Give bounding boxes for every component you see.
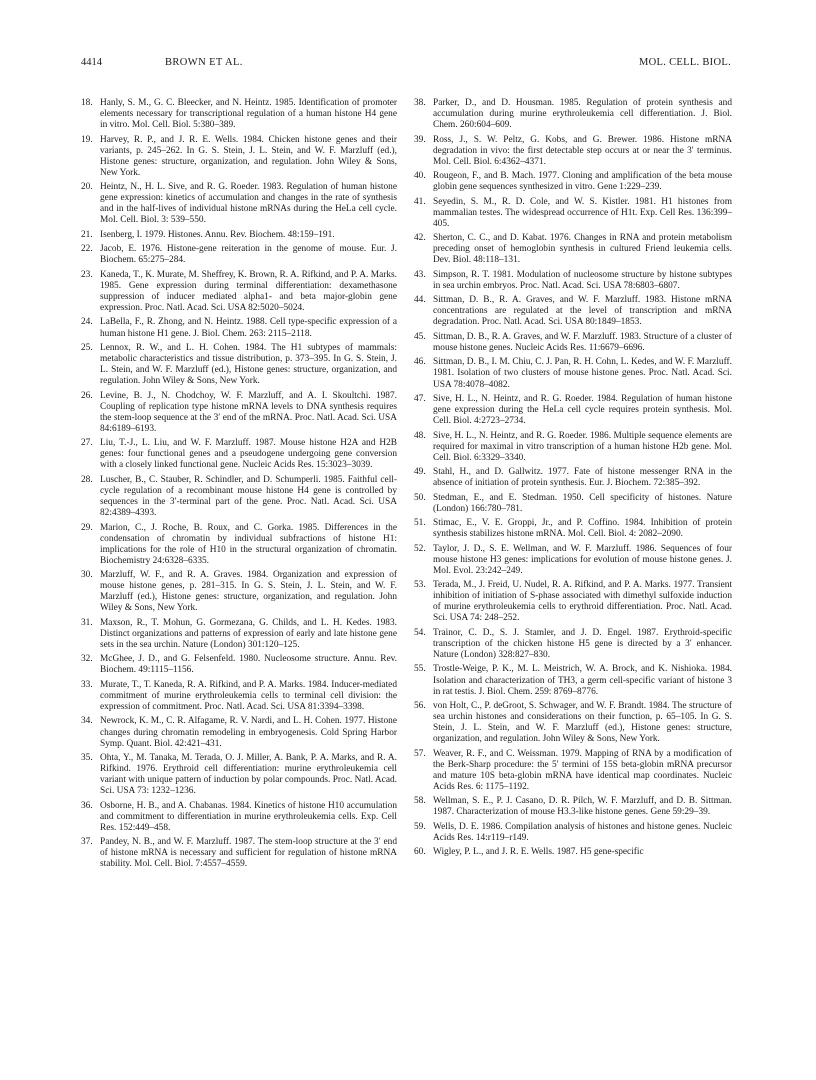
- reference-number: 36.: [81, 800, 93, 811]
- reference-entry: [414, 171, 732, 193]
- reference-text: Taylor, J. D., S. E. Wellman, and W. F. Marzluff. 1986. Sequences of four mouse histone H3 genes: implications for evolution of mouse histone genes. J. Mol. Evol. 23:242–249.: [433, 543, 732, 576]
- reference-text: Sittman, D. B., I. M. Chiu, C. J. Pan, R. H. Cohn, L. Kedes, and W. F. Marzluff. 1981. Isolation of two clusters of mouse histone genes. Proc. Natl. Acad. Sci. USA 78:4078–4082.: [433, 357, 732, 390]
- reference-number: 34.: [81, 716, 93, 727]
- reference-entry: [81, 837, 397, 870]
- reference-number: 23.: [81, 269, 93, 280]
- reference-number: 42.: [414, 233, 426, 244]
- reference-number: 29.: [81, 522, 93, 533]
- reference-entry: [414, 197, 732, 230]
- reference-number: 47.: [414, 393, 426, 404]
- reference-entry: [81, 317, 397, 339]
- reference-number: 25.: [81, 342, 93, 353]
- reference-text: Murate, T., T. Kaneda, R. A. Rifkind, and P. A. Marks. 1984. Inducer-mediated commitment of murine erythroleukemia cells to terminal cell division: the expression of commitment. Proc. Natl. Acad. Sci. USA 81:3394–3398.: [100, 679, 397, 713]
- reference-text: Stimac, E., V. E. Groppi, Jr., and P. Coffino. 1984. Inhibition of protein synthesis stabilizes histone mRNA. Mol. Cell. Biol. 4: 2082–2090.: [433, 518, 732, 540]
- reference-number: 31.: [81, 617, 93, 628]
- reference-text: Lennox, R. W., and L. H. Cohen. 1984. The H1 subtypes of mammals: metabolic characteristics and tissue distribution, p. 373–395. In G. S. Stein, J. L. Stein, and W. F. Marzluff (ed.), Histone genes: structure, organization, and regulation. John Wiley & Sons, New York.: [100, 342, 397, 387]
- reference-entry: [414, 749, 732, 793]
- reference-text: Trostle-Weige, P. K., M. L. Meistrich, W. A. Brock, and K. Nishioka. 1984. Isolation and characterization of TH3, a germ cell-specific variant of histone 3 in rat testis. J. Biol. Chem. 259: 8769–8776.: [433, 664, 732, 697]
- reference-number: 40.: [414, 171, 426, 182]
- reference-text: Stedman, E., and E. Stedman. 1950. Cell specificity of histones. Nature (London) 166:780–781.: [433, 492, 732, 514]
- reference-number: 24.: [81, 317, 93, 328]
- reference-entry: [81, 182, 397, 226]
- reference-number: 21.: [81, 229, 93, 240]
- reference-entry: [414, 394, 732, 427]
- reference-text: Ross, J., S. W. Peltz, G. Kobs, and G. Brewer. 1986. Histone mRNA degradation in vivo: the first detectable step occurs at or near the 3′ terminus. Mol. Cell. Biol. 6:4362–4371.: [433, 134, 732, 167]
- reference-number: 56.: [414, 701, 426, 712]
- reference-entry: [81, 475, 397, 519]
- reference-text: Weaver, R. F., and C. Weissman. 1979. Mapping of RNA by a modification of the Berk-Sharp procedure: the 5′ termini of 15S beta-globin mRNA precursor and mature 10S beta-globin mRNA have identical map coordinates. Nucleic Acids Res. 6: 1175–1192.: [433, 748, 732, 792]
- reference-entry: [414, 580, 732, 624]
- reference-column-right: [414, 98, 732, 862]
- reference-text: Newrock, K. M., C. R. Alfagame, R. V. Nardi, and L. H. Cohen. 1977. Histone changes during chromatin remodeling in embryogenesis. Cold Spring Harbor Symp. Quant. Biol. 42:421–431.: [100, 716, 397, 749]
- reference-number: 19.: [81, 134, 93, 145]
- reference-number: 58.: [414, 796, 426, 807]
- reference-number: 41.: [414, 196, 426, 207]
- reference-entry: [81, 135, 397, 179]
- reference-number: 37.: [81, 837, 93, 848]
- reference-number: 57.: [414, 748, 426, 759]
- reference-text: Sittman, D. B., R. A. Graves, and W. F. Marzluff. 1983. Structure of a cluster of mouse histone genes. Nucleic Acids Res. 11:6679–6696.: [433, 331, 732, 353]
- journal-name: MOL. CELL. BIOL.: [639, 57, 731, 68]
- reference-entry: [81, 753, 397, 797]
- reference-text: Kaneda, T., K. Murate, M. Sheffrey, K. Brown, R. A. Rifkind, and P. A. Marks. 1985. Gene expression during terminal differentiation: dexamethasone suppression of inducer mediated alpha1- and beta major-globin gene expression. Proc. Natl. Acad. Sci. USA 82:5020–5024.: [100, 269, 397, 314]
- reference-text: Simpson, R. T. 1981. Modulation of nucleosome structure by histone subtypes in sea urchin embryos. Proc. Natl. Acad. Sci. USA 78:6803–6807.: [433, 269, 732, 291]
- reference-entry: [414, 822, 732, 844]
- reference-entry: [414, 98, 732, 131]
- reference-number: 51.: [414, 518, 426, 529]
- reference-entry: [414, 332, 732, 354]
- reference-entry: [81, 270, 397, 314]
- reference-entry: [414, 233, 732, 266]
- reference-number: 50.: [414, 492, 426, 503]
- reference-entry: [81, 680, 397, 713]
- reference-entry: [414, 467, 732, 489]
- reference-text: Rougeon, F., and B. Mach. 1977. Cloning and amplification of the beta mouse globin gene sequences synthesized in vitro. Gene 1:229–239.: [433, 171, 732, 193]
- reference-entry: [414, 847, 732, 858]
- reference-entry: [414, 135, 732, 168]
- reference-entry: [81, 618, 397, 651]
- reference-entry: [81, 244, 397, 266]
- reference-text: Seyedin, S. M., R. D. Cole, and W. S. Kistler. 1981. H1 histones from mammalian testes. The widespread occurrence of H1t. Exp. Cell Res. 136:399–405.: [433, 196, 732, 229]
- reference-number: 60.: [414, 847, 426, 858]
- reference-column-left: [81, 98, 397, 874]
- reference-text: Harvey, R. P., and J. R. E. Wells. 1984. Chicken histone genes and their variants, p. 245–262. In G. S. Stein, J. L. Stein, and W. F. Marzluff (ed.), Histone genes: structure, organization, and regulation. John Wiley & Sons, New York.: [100, 134, 397, 178]
- reference-entry: [414, 544, 732, 577]
- reference-number: 55.: [414, 664, 426, 675]
- reference-number: 52.: [414, 543, 426, 554]
- reference-text: Sittman, D. B., R. A. Graves, and W. F. Marzluff. 1983. Histone mRNA concentrations are regulated at the level of transcription and mRNA degradation. Proc. Natl. Acad. Sci. USA 80:1849–1853.: [433, 295, 732, 328]
- reference-text: Luscher, B., C. Stauber, R. Schindler, and D. Schumperli. 1985. Faithful cell-cycle regulation of a recombinant mouse histone H4 gene is controlled by sequences in the 3′-terminal part of the gene. Proc. Natl. Acad. Sci. USA 82:4389–4393.: [100, 474, 397, 519]
- reference-text: Maxson, R., T. Mohun, G. Gormezana, G. Childs, and L. H. Kedes. 1983. Distinct organizations and patterns of expression of early and late histone gene sets in the sea urchin. Nature (London) 301:120–125.: [100, 617, 397, 650]
- reference-text: Trainor, C. D., S. J. Stamler, and J. D. Engel. 1987. Erythroid-specific transcription of the chicken histone H5 gene is directed by a 3′ enhancer. Nature (London) 328:827–830.: [433, 627, 732, 661]
- reference-entry: [81, 570, 397, 614]
- reference-number: 32.: [81, 654, 93, 665]
- reference-entry: [414, 493, 732, 515]
- reference-entry: [81, 801, 397, 834]
- reference-text: McGhee, J. D., and G. Felsenfeld. 1980. Nucleosome structure. Annu. Rev. Biochem. 49:1115–1156.: [100, 654, 397, 676]
- reference-number: 48.: [414, 430, 426, 441]
- reference-number: 35.: [81, 753, 93, 764]
- reference-text: Wells, D. E. 1986. Compilation analysis of histones and histone genes. Nucleic Acids Res. 14:r119–r149.: [433, 821, 732, 843]
- reference-entry: [81, 230, 397, 241]
- reference-number: 54.: [414, 627, 426, 638]
- reference-number: 43.: [414, 269, 426, 280]
- reference-number: 44.: [414, 295, 426, 306]
- page-header: [81, 57, 731, 73]
- reference-number: 33.: [81, 679, 93, 690]
- reference-number: 30.: [81, 570, 93, 581]
- reference-entry: [414, 357, 732, 390]
- reference-text: Heintz, N., H. L. Sive, and R. G. Roeder. 1983. Regulation of human histone gene expression: kinetics of accumulation and changes in the rate of synthesis and in the half-lives of individual histone mRNAs during the HeLa cell cycle. Mol. Cell. Biol. 3: 539–550.: [100, 182, 397, 226]
- reference-text: Sive, H. L., N. Heintz, and R. G. Roeder. 1986. Multiple sequence elements are required for maximal in vitro transcription of a human histone H2b gene. Mol. Cell. Biol. 6:3329–3340.: [433, 430, 732, 463]
- reference-text: Liu, T.-J., L. Liu, and W. F. Marzluff. 1987. Mouse histone H2A and H2B genes: four functional genes and a pseudogene undergoing gene conversion with a closely linked functional gene. Nucleic Acids Res. 15:3023–3039.: [100, 438, 397, 471]
- reference-text: Ohta, Y., M. Tanaka, M. Terada, O. J. Miller, A. Bank, P. A. Marks, and R. A. Rifkind. 1976. Erythroid cell differentiation: murine erythroleukemia cell variant with unique pattern of induction by polar compounds. Proc. Natl. Acad. Sci. USA 73: 1232–1236.: [100, 753, 397, 797]
- running-authors: BROWN ET AL.: [165, 57, 243, 68]
- reference-entry: [81, 98, 397, 131]
- reference-entry: [414, 628, 732, 661]
- reference-number: 39.: [414, 134, 426, 145]
- reference-number: 59.: [414, 821, 426, 832]
- reference-entry: [81, 438, 397, 471]
- reference-text: Isenberg, I. 1979. Histones. Annu. Rev. Biochem. 48:159–191.: [100, 229, 335, 240]
- reference-text: Levine, B. J., N. Chodchoy, W. F. Marzluff, and A. I. Skoultchi. 1987. Coupling of replication type histone mRNA levels to DNA synthesis requires the stem-loop sequence at the 3′ end of the mRNA. Proc. Natl. Acad. Sci. USA 84:6189–6193.: [100, 390, 397, 434]
- reference-text: Pandey, N. B., and W. F. Marzluff. 1987. The stem-loop structure at the 3′ end of histone mRNA is necessary and sufficient for regulation of histone mRNA stability. Mol. Cell. Biol. 7:4557–4559.: [100, 837, 397, 870]
- reference-text: Sherton, C. C., and D. Kabat. 1976. Changes in RNA and protein metabolism preceding onset of hemoglobin synthesis in cultured Friend leukemia cells. Dev. Biol. 48:118–131.: [433, 233, 732, 266]
- reference-text: LaBella, F., R. Zhong, and N. Heintz. 1988. Cell type-specific expression of a human histone H1 gene. J. Biol. Chem. 263: 2115–2118.: [100, 317, 397, 339]
- reference-entry: [414, 664, 732, 697]
- reference-entry: [414, 295, 732, 328]
- reference-number: 27.: [81, 438, 93, 449]
- reference-entry: [414, 518, 732, 540]
- reference-number: 22.: [81, 244, 93, 255]
- reference-entry: [414, 796, 732, 818]
- reference-entry: [81, 716, 397, 749]
- reference-number: 18.: [81, 98, 93, 108]
- reference-entry: [414, 270, 732, 292]
- reference-text: Marzluff, W. F., and R. A. Graves. 1984. Organization and expression of mouse histone genes, p. 281–315. In G. S. Stein, J. L. Stein, and W. F. Marzluff (ed.), Histone genes: structure, organization, and regulation. John Wiley & Sons, New York.: [100, 570, 397, 614]
- reference-entry: [414, 701, 732, 745]
- reference-text: Stahl, H., and D. Gallwitz. 1977. Fate of histone messenger RNA in the absence of initiation of protein synthesis. Eur. J. Biochem. 72:385–392.: [433, 467, 732, 489]
- reference-entry: [81, 343, 397, 387]
- reference-text: Terada, M., J. Freid, U. Nudel, R. A. Rifkind, and P. A. Marks. 1977. Transient inhibition of initiation of S-phase associated with dimethyl sulfoxide induction of murine erythroleukemia cells to erythroid differentiation. Proc. Natl. Acad. Sci. USA 74: 248–252.: [433, 580, 732, 624]
- reference-text: Sive, H. L., N. Heintz, and R. G. Roeder. 1984. Regulation of human histone gene expression during the HeLa cell cycle requires protein synthesis. Mol. Cell. Biol. 4:2723–2734.: [433, 393, 732, 427]
- reference-text: Wellman, S. E., P. J. Casano, D. R. Pilch, W. F. Marzluff, and D. B. Sittman. 1987. Characterization of mouse H3.3-like histone genes. Gene 59:29–39.: [433, 796, 732, 818]
- reference-text: Marion, C., J. Roche, B. Roux, and C. Gorka. 1985. Differences in the condensation of chromatin by individual subfractions of histone H1: implications for the role of H10 in the structural organization of chromatin. Biochemistry 24:6328–6335.: [100, 522, 397, 566]
- reference-text: Parker, D., and D. Housman. 1985. Regulation of protein synthesis and accumulation during murine erythroleukemia cell differentiation. J. Biol. Chem. 260:604–609.: [433, 98, 732, 131]
- reference-number: 20.: [81, 182, 93, 193]
- reference-text: Jacob, E. 1976. Histone-gene reiteration in the genome of mouse. Eur. J. Biochem. 65:275–284.: [100, 244, 397, 266]
- reference-text: Hanly, S. M., G. C. Bleecker, and N. Heintz. 1985. Identification of promoter elements necessary for transcriptional regulation of a human histone H4 gene in vitro. Mol. Cell. Biol. 5:380–389.: [100, 98, 397, 131]
- reference-number: 28.: [81, 474, 93, 485]
- reference-text: Osborne, H. B., and A. Chabanas. 1984. Kinetics of histone H10 accumulation and commitment to differentiation in murine erythroleukemia cells. Exp. Cell Res. 152:449–458.: [100, 800, 397, 833]
- reference-text: Wigley, P. L., and J. R. E. Wells. 1987. H5 gene-specific: [433, 847, 644, 858]
- reference-entry: [81, 523, 397, 567]
- reference-number: 26.: [81, 390, 93, 401]
- reference-entry: [81, 391, 397, 435]
- reference-number: 46.: [414, 357, 426, 368]
- reference-number: 53.: [414, 580, 426, 591]
- reference-entry: [81, 654, 397, 676]
- reference-text: von Holt, C., P. deGroot, S. Schwager, and W. F. Brandt. 1984. The structure of sea urchin histones and considerations on their function, p. 65–105. In G. S. Stein, J. L. Stein, and W. F. Marzluff (ed.), Histone genes: structure, organization, and regulation. John Wiley & Sons, New York.: [433, 701, 732, 745]
- reference-entry: [414, 431, 732, 464]
- reference-number: 49.: [414, 467, 426, 478]
- page-number: 4414: [81, 57, 102, 68]
- reference-number: 38.: [414, 98, 426, 108]
- reference-number: 45.: [414, 331, 426, 342]
